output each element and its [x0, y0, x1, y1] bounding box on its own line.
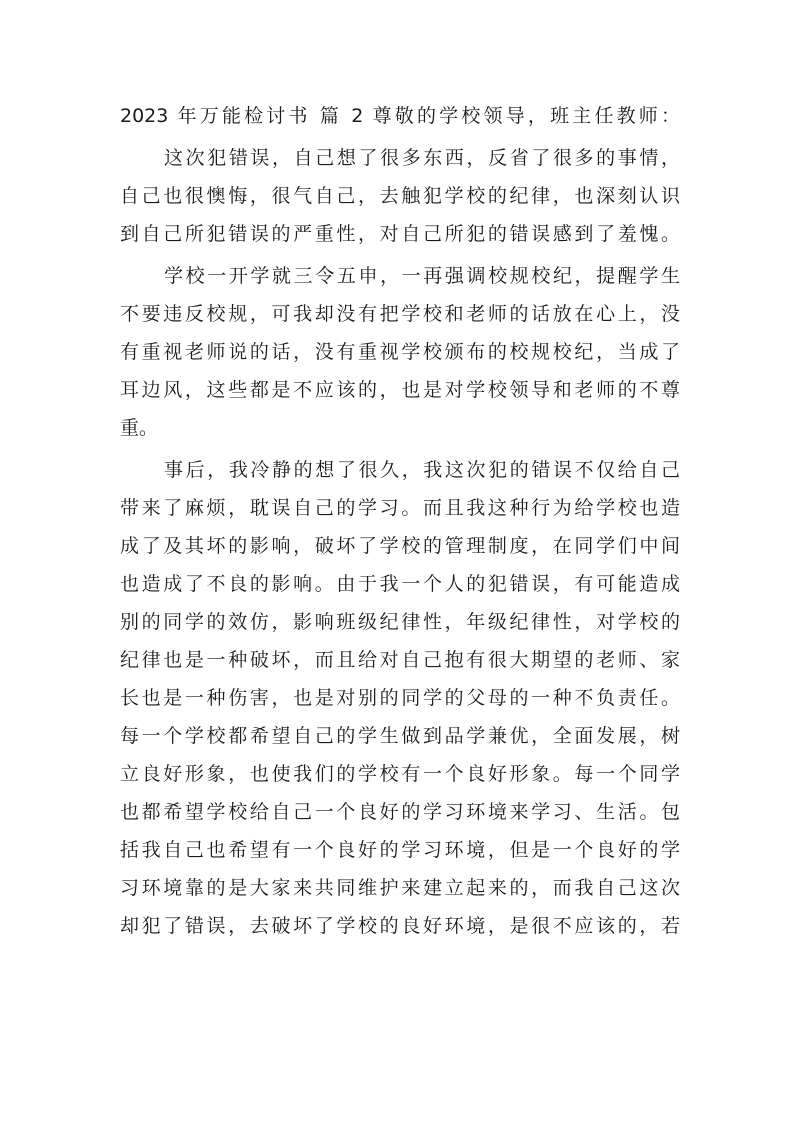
paragraph-line: 括我自己也希望有一个良好的学习环境，但是一个良好的学	[120, 839, 680, 861]
paragraph-line: 长也是一种伤害，也是对别的同学的父母的一种不负责任。	[120, 687, 680, 709]
paragraph-line: 重。	[120, 417, 159, 439]
paragraph-line: 带来了麻烦，耽误自己的学习。而且我这种行为给学校也造	[120, 497, 680, 519]
paragraph-line: 每一个学校都希望自己的学生做到品学兼优，全面发展，树	[120, 725, 680, 747]
paragraph-line: 不要违反校规，可我却没有把学校和老师的话放在心上，没	[120, 303, 680, 325]
paragraph-line: 别的同学的效仿，影响班级纪律性，年级纪律性，对学校的	[120, 611, 680, 633]
paragraph-line: 也造成了不良的影响。由于我一个人的犯错误，有可能造成	[120, 573, 680, 595]
paragraph-line: 事后，我冷静的想了很久，我这次犯的错误不仅给自己	[164, 459, 680, 481]
paragraph-line: 这次犯错误，自己想了很多东西，反省了很多的事情，	[164, 147, 680, 169]
paragraph-line: 学校一开学就三令五申，一再强调校规校纪，提醒学生	[164, 265, 680, 287]
paragraph-line: 纪律也是一种破坏，而且给对自己抱有很大期望的老师、家	[120, 649, 680, 671]
paragraph-line: 耳边风，这些都是不应该的，也是对学校领导和老师的不尊	[120, 379, 680, 401]
paragraph-line: 却犯了错误，去破坏了学校的良好环境，是很不应该的，若	[120, 915, 680, 937]
paragraph-line: 有重视老师说的话，没有重视学校颁布的校规校纪，当成了	[120, 341, 680, 363]
paragraph-line: 立良好形象，也使我们的学校有一个良好形象。每一个同学	[120, 763, 680, 785]
paragraph-line: 到自己所犯错误的严重性，对自己所犯的错误感到了羞愧。	[120, 223, 680, 245]
paragraph-line: 自己也很懊悔，很气自己，去触犯学校的纪律，也深刻认识	[120, 185, 680, 207]
paragraph-line: 也都希望学校给自己一个良好的学习环境来学习、生活。包	[120, 801, 680, 823]
paragraph-line: 成了及其坏的影响，破坏了学校的管理制度，在同学们中间	[120, 535, 680, 557]
paragraph-line: 习环境靠的是大家来共同维护来建立起来的，而我自己这次	[120, 877, 680, 899]
title-line: 2023 年万能检讨书 篇 2 尊敬的学校领导，班主任教师：	[120, 105, 680, 127]
document-body	[120, 97, 680, 945]
